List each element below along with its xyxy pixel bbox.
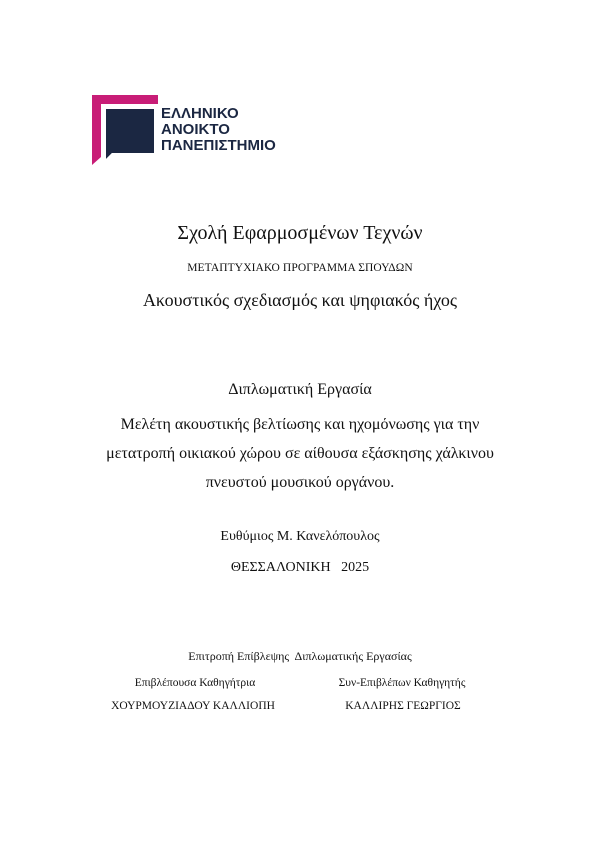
co-supervisor-name: ΚΑΛΛΙΡΗΣ ΓΕΩΡΓΙΟΣ [345, 700, 461, 712]
thesis-type: Διπλωματική Εργασία [228, 381, 372, 398]
committee-heading: Επιτροπή Επίβλεψης Διπλωματικής Εργασίας [188, 649, 412, 663]
city-year: ΘΕΣΣΑΛΟΝΙΚΗ 2025 [230, 560, 370, 575]
logo-line-2: ΑΝΟΙΚΤΟ [161, 121, 230, 138]
supervisor-name: ΧΟΥΡΜΟΥΖΙΑΔΟΥ ΚΑΛΛΙΟΠΗ [111, 700, 275, 712]
thesis-title-line: Μελέτη ακουστικής βελτίωσης και ηχομόνωσης για την [120, 416, 480, 433]
thesis-title-line: πνευστού μουσικού οργάνου. [205, 474, 395, 491]
program-label: ΜΕΤΑΠΤΥΧΙΑΚΟ ΠΡΟΓΡΑΜΜΑ ΣΠΟΥΔΩΝ [187, 262, 413, 274]
program-title: Ακουστικός σχεδιασμός και ψηφιακός ήχος [142, 290, 458, 310]
hou-emblem-icon [92, 95, 158, 165]
logo-wordmark [161, 106, 276, 154]
emblem-navy-block [106, 109, 154, 159]
co-supervisor-role: Συν-Επιβλέπων Καθηγητής [338, 677, 466, 689]
thesis-title [0, 410, 600, 497]
school-name: Σχολή Εφαρμοσμένων Τεχνών [177, 222, 423, 244]
supervisor-role: Επιβλέπουσα Καθηγήτρια [134, 677, 256, 689]
thesis-title-line: μετατροπή οικιακού χώρου σε αίθουσα εξάσκησης χάλκινου [106, 445, 494, 462]
university-logo [92, 95, 292, 165]
logo-line-1: ΕΛΛΗΝΙΚΟ [161, 105, 239, 122]
logo-line-3: ΠΑΝΕΠΙΣΤΗΜΙΟ [161, 137, 276, 154]
author-name: Ευθύμιος Μ. Κανελόπουλος [220, 529, 380, 544]
